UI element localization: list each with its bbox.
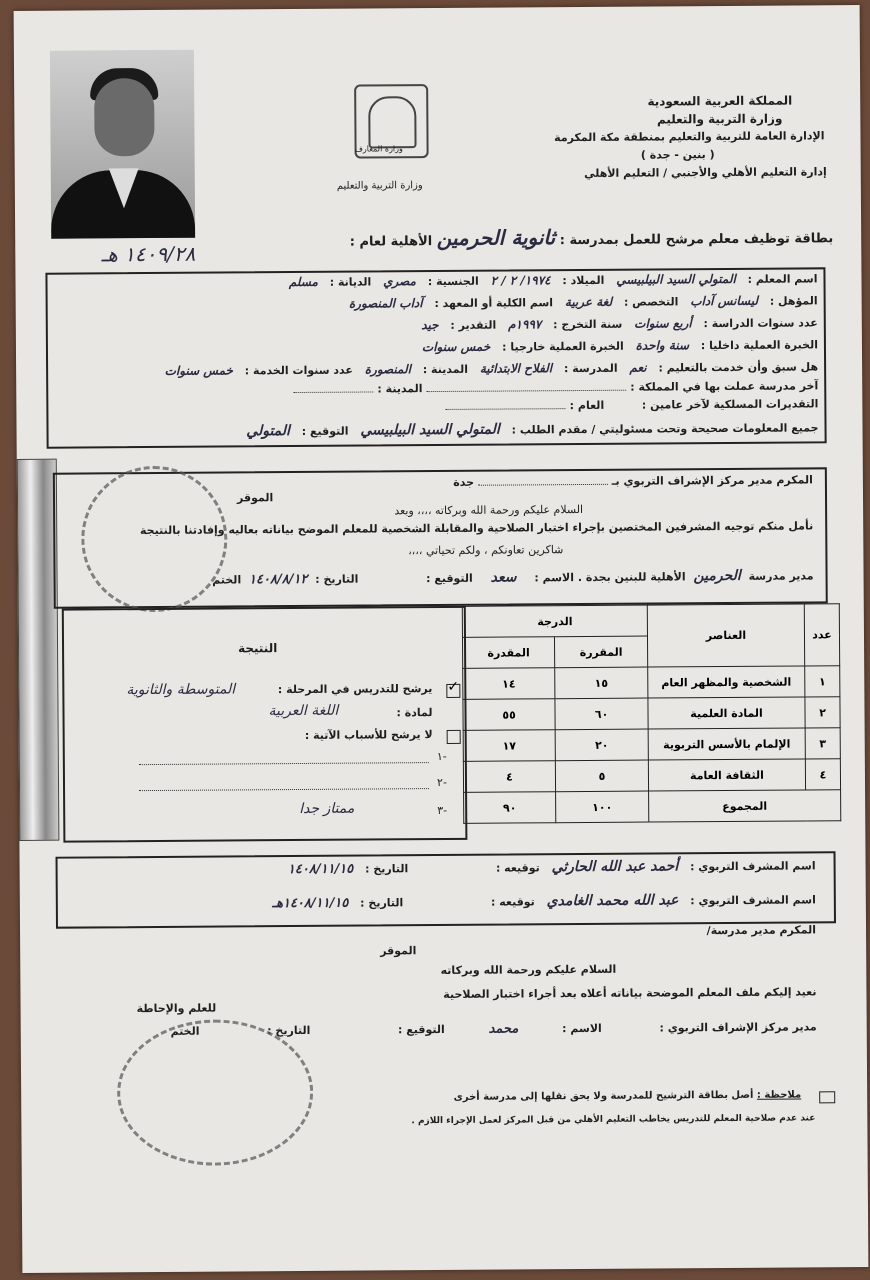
reply-closing: للعلم والإحاطة [136, 1001, 217, 1016]
result-header: النتيجة [238, 641, 278, 656]
reply-signature-line: مدير مركز الإشراف التربوي : الاسم : محمد التوقيع : التاريخ : الختم [170, 1020, 817, 1038]
reason-1: -١ [436, 749, 447, 764]
logo-caption: وزارة التربية والتعليم [336, 180, 423, 192]
request-body: نأمل منكم توجيه المشرفين المختصين بإجراء اختبار الصلاحية والمقابلة الشخصية للمعلم الموضح بياناته بعاليه وإفادتنا بالنتيجة [139, 519, 814, 538]
overall-grade-handwritten: ممتاز جدا [299, 800, 355, 817]
nomination-card-page [14, 5, 869, 1273]
result-nominate-label: يرشح للتدريس في المرحلة : [277, 682, 433, 697]
field-qualification: المؤهل : ليسانس آداب التخصص : لغة عربية اسم الكلية أو المعهد : آداب المنصورة [348, 293, 818, 311]
header-line-2: وزارة التربية والتعليم [656, 111, 783, 127]
reply-honorific: الموقر [380, 944, 417, 958]
supervisor-2-line: اسم المشرف التربوي : عبد الله محمد الغامدي توقيعه : التاريخ : ١٤٠٨/١١/١٥هـ [272, 892, 816, 912]
note-2: عند عدم صلاحية المعلم للتدريس يخاطب التعليم الأهلي من قبل المركز لعمل الإجراء اللازم . [411, 1113, 816, 1127]
note-checkbox[interactable] [819, 1091, 835, 1103]
header-line-3: الإدارة العامة للتربية والتعليم بمنطقة مكة المكرمة [554, 129, 825, 145]
reply-body: نعيد إليكم ملف المعلم الموضحة بياناته أعلاه بعد أجراء اختبار الصلاحية [443, 985, 817, 1001]
result-not-nominate-label: لا يرشح للأسباب الآتية : [304, 728, 433, 742]
table-row: ٤ الثقافة العامة ٥ ٤ [463, 759, 840, 793]
header-line-4: ( بنين - جدة ) [640, 148, 715, 162]
school-name-handwritten: ثانوية الحرمين [436, 225, 556, 251]
col-header-score: الدرجة [462, 605, 647, 637]
field-experience: الخبرة العملية داخليا : سنة واحدة الخبرة العملية خارجيا : خمس سنوات [421, 338, 819, 355]
supervisor-1-line: اسم المشرف التربوي : أحمد عبد الله الحارثي توقيعه : التاريخ : ١٤٠٨/١١/١٥ [287, 858, 816, 878]
header-line-1: المملكة العربية السعودية [647, 93, 793, 109]
result-stage-handwritten: المتوسطة والثانوية [126, 681, 236, 699]
teacher-photo [50, 50, 195, 239]
field-prior-service: هل سبق وأن خدمت بالتعليم : نعم المدرسة : الفلاح الابتدائية المدينة : المنصورة عدد سنوات الخدمة : خمس سنوات [164, 360, 819, 378]
grades-table [462, 603, 842, 824]
logo-text: وزارة المعارف [354, 144, 403, 154]
request-greeting: السلام عليكم ورحمة الله وبركاته ،،،، وبعد [394, 503, 584, 518]
field-evaluations: التقديرات المسلكية لآخر عامين : العام : [446, 397, 819, 413]
nominate-checkbox[interactable]: ✓ [446, 684, 460, 698]
table-row: ٣ الإلمام بالأسس التربوية ٢٠ ١٧ [463, 728, 840, 762]
year-handwritten: ١٤٠٩/٢٨ هـ [101, 241, 196, 267]
request-thanks: شاكرين تعاونكم ، ولكم تحياتي ،،،، [408, 543, 564, 558]
request-to: المكرم مدير مركز الإشراف التربوي بـ جدة [453, 473, 813, 489]
field-study-years: عدد سنوات الدراسة : أربع سنوات سنة التخرج : ١٩٩٧م التقدير : جيد [421, 316, 818, 333]
card-title: بطاقة توظيف معلم مرشح للعمل بمدرسة : ثانوية الحرمين الأهلية لعام : [349, 225, 834, 251]
official-stamp [81, 465, 228, 612]
request-signature-line: مدير مدرسة الحرمين الأهلية للبنين بجدة . الاسم : سعد التوقيع : التاريخ : ١٤٠٨/٨/١٢ الختم [212, 567, 814, 588]
header-line-5: إدارة التعليم الأهلي والأجنبي / التعليم الأهلي [584, 165, 827, 180]
col-header-no: عدد [804, 604, 839, 666]
note-1: ملاحظة : أصل بطاقة الترشيح للمدرسة ولا يحق نقلها إلى مدرسة أخرى [453, 1089, 802, 1103]
table-row: ١ الشخصية والمظهر العام ١٥ ١٤ [463, 666, 840, 700]
field-name: اسم المعلم : المتولي السيد البيلبيسي الميلاد : ١٩٧٤/ ٢ / ٢ الجنسية : مصري الديانة : مسلم [288, 271, 818, 290]
reply-greeting: السلام عليكم ورحمة الله وبركاته [440, 962, 617, 978]
result-subject-label: لمادة : [396, 706, 433, 720]
reason-3: -٣ [437, 803, 448, 818]
official-stamp [117, 1019, 314, 1166]
col-header-decided: المقررة [555, 636, 648, 668]
reply-to: المكرم مدير مدرسة/ [706, 923, 817, 938]
reason-2: -٢ [436, 775, 447, 790]
col-header-element: العناصر [647, 604, 804, 667]
declaration-line: جميع المعلومات صحيحة وتحت مسئوليتي / مقدم الطلب : المتولي السيد البيلبيسي التوقيع : المتولي [246, 421, 819, 440]
field-last-school: آخر مدرسة عملت بها في المملكة : المدينة : [294, 379, 819, 396]
result-subject-handwritten: اللغة العربية [268, 702, 339, 720]
col-header-estimated: المقدرة [462, 637, 554, 669]
table-row: ٢ المادة العلمية ٦٠ ٥٥ [463, 697, 840, 731]
table-row-total: المجموع ١٠٠ ٩٠ [464, 790, 841, 824]
request-honorific: الموقر [236, 491, 274, 505]
not-nominate-checkbox[interactable] [447, 730, 461, 744]
